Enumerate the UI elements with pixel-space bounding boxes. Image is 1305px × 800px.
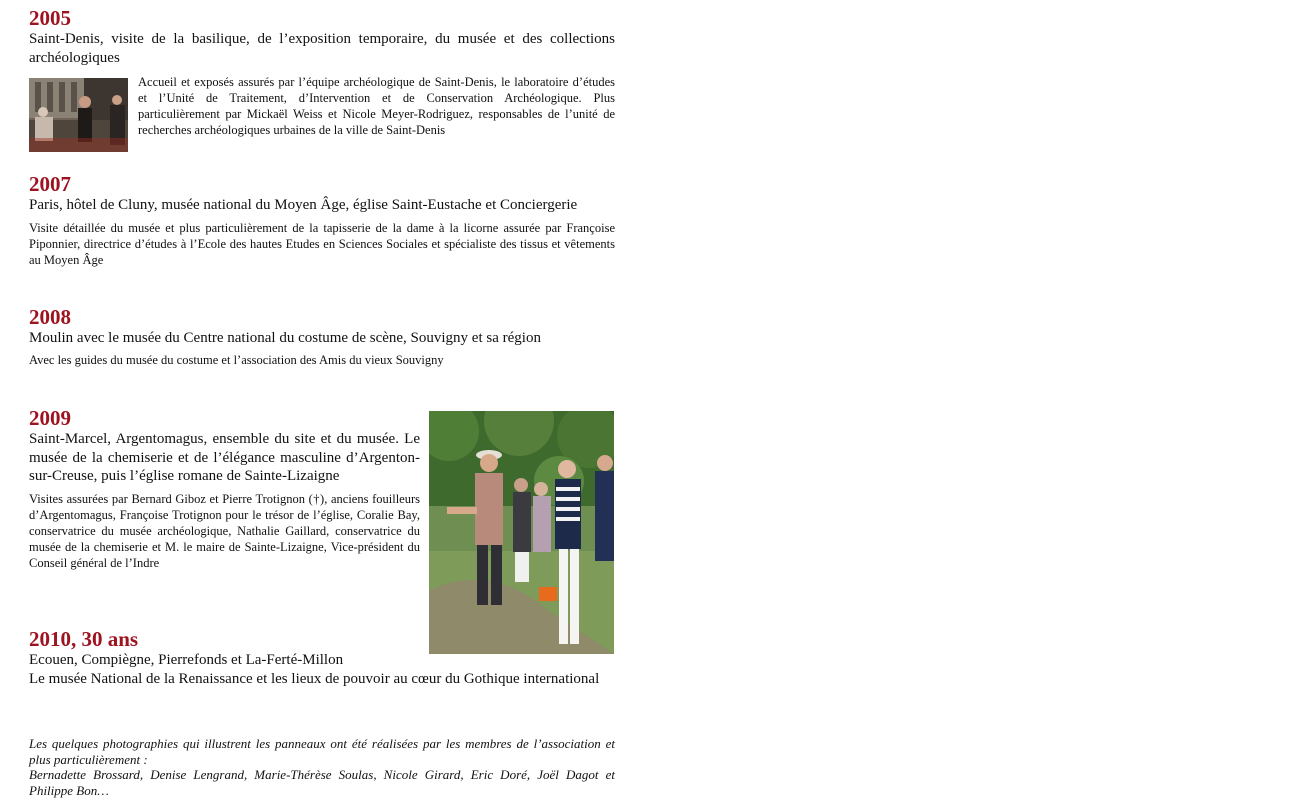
section-title: Ecouen, Compiègne, Pierrefonds et La-Ferté-Millon xyxy=(29,652,344,668)
photo-saint-denis xyxy=(29,78,128,152)
section-title: Paris, hôtel de Cluny, musée national du Moyen Âge, église Saint-Eustache et Conciergerie xyxy=(29,197,578,213)
year-heading: 2008 xyxy=(29,305,71,329)
section-description: Visites assurées par Bernard Giboz et Pierre Trotignon (†), anciens fouilleurs d’Argentomagus, Françoise Trotignon pour le trésor de l’église, Coralie Bay, conservatrice du musée archéologique, Nathalie Gaillard, conservatrice du musée de la chemiserie et M. le maire de Sainte-Lizaigne, Vice-président du Conseil général de l’Indre xyxy=(29,491,420,570)
photo-credits xyxy=(29,736,615,798)
photo-argentomagus xyxy=(429,411,614,654)
section-2008 xyxy=(29,305,615,368)
section-title: Saint-Marcel, Argentomagus, ensemble du site et du musée. Le musée de la chemiserie et de l’élégance masculine d’Argenton-sur-Creuse, puis l’église romane de Sainte-Lizaigne xyxy=(29,431,420,484)
credits-intro: Les quelques photographies qui illustrent les panneaux ont été réalisées par les membres de l’association et plus particulièrement : xyxy=(29,736,615,767)
section-subtitle: Le musée National de la Renaissance et les lieux de pouvoir au cœur du Gothique international xyxy=(29,670,600,687)
section-description: Avec les guides du musée du costume et l’association des Amis du vieux Souvigny xyxy=(29,352,444,367)
section-2007 xyxy=(29,172,615,268)
year-heading: 2007 xyxy=(29,172,71,196)
year-heading: 2009 xyxy=(29,406,71,430)
section-2010 xyxy=(29,627,615,688)
section-title: Saint-Denis, visite de la basilique, de l’exposition temporaire, du musée et des collections archéologiques xyxy=(29,31,615,66)
description-2005-wrap xyxy=(138,74,615,138)
section-description: Accueil et exposés assurés par l’équipe archéologique de Saint-Denis, le laboratoire d’études et l’Unité de Traitement, d’Intervention et de Conservation Archéologique. Plus particulièrement par Mickaël Weiss et Nicole Meyer-Rodriguez, responsables de l’unité de recherches archéologiques urbaines de la ville de Saint-Denis xyxy=(138,75,615,137)
section-title: Moulin avec le musée du Centre national du costume de scène, Souvigny et sa région xyxy=(29,330,541,346)
section-2009 xyxy=(29,406,420,571)
year-heading: 2010, 30 ans xyxy=(29,627,139,651)
section-description: Visite détaillée du musée et plus particulièrement de la tapisserie de la dame à la licorne assurée par Françoise Piponnier, directrice d’études à l’Ecole des hautes Etudes en Sciences Sociales et spécialiste des tissus et vêtements au Moyen Âge xyxy=(29,220,615,267)
year-heading: 2005 xyxy=(29,6,71,30)
section-2005 xyxy=(29,6,615,67)
credits-names: Bernadette Brossard, Denise Lengrand, Marie-Thérèse Soulas, Nicole Girard, Eric Doré, Joël Dagot et Philippe Bon… xyxy=(29,767,615,798)
